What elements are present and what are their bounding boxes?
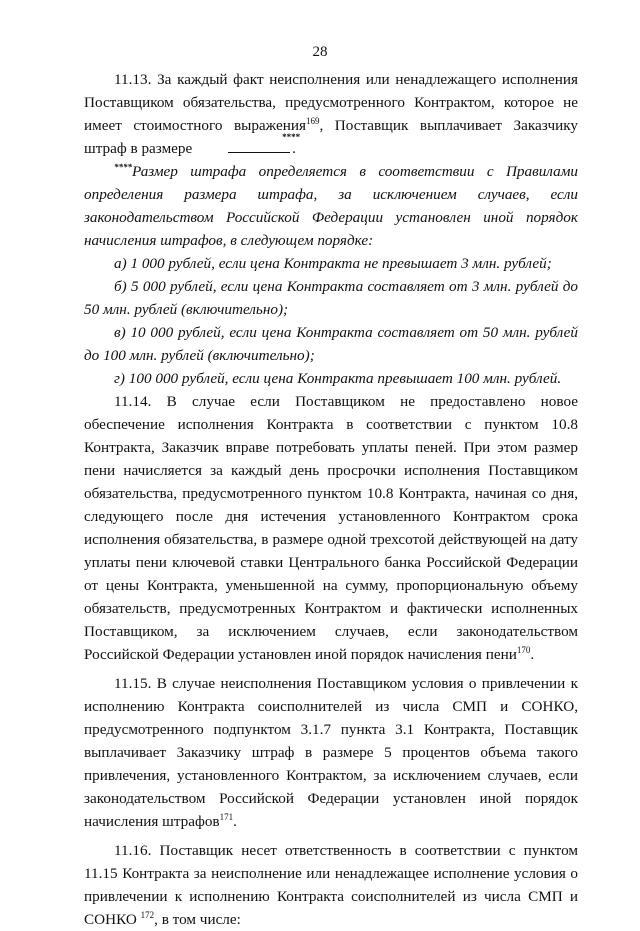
paragraph-11-16: 11.16. Поставщик несет ответственность в соответствии с пунктом 11.15 Контракта за неисполнение или ненадлежащее исполнение условия о привлечении к исполнению Контракта соисполнителей из числа СМП и СОНКО $^{172}$, в том числе:	[84, 842, 578, 928]
note-marker: ****	[282, 132, 301, 142]
document-body	[84, 68, 578, 931]
penalty-note: ****Размер штрафа определяется в соответствии с Правилами определения размера штрафа, за исключением случаев, если законодательством Российской Федерации установлен иной порядок начисления штрафов, в следующем порядке:	[84, 161, 578, 249]
note-marker-stars: ****	[114, 161, 132, 172]
penalty-note-item-d: г) 100 000 рублей, если цена Контракта превышает 100 млн. рублей.	[114, 370, 562, 387]
penalty-amount-blank	[196, 132, 301, 160]
footnote-ref-171: 171	[219, 811, 234, 822]
footnote-ref-172: 172	[140, 909, 155, 920]
paragraph-11-13: 11.13. За каждый факт неисполнения или ненадлежащего исполнения Поставщиком обязательства, предусмотренного Контрактом, которое не имеет стоимостного выражения$^{169}$, Поставщик выплачивает Заказчику штраф в размере **** .	[84, 68, 578, 160]
footnote-ref-169: 169	[305, 115, 320, 126]
penalty-note-item-c: в) 10 000 рублей, если цена Контракта составляет от 50 млн. рублей до 100 млн. рублей (включительно);	[84, 324, 578, 364]
penalty-note-item-b: б) 5 000 рублей, если цена Контракта составляет от 3 млн. рублей до 50 млн. рублей (включительно);	[84, 278, 578, 318]
penalty-note-item-a: а) 1 000 рублей, если цена Контракта не превышает 3 млн. рублей;	[114, 255, 552, 272]
paragraph-11-14: 11.14. В случае если Поставщиком не предоставлено новое обеспечение исполнения Контракта в соответствии с пунктом 10.8 Контракта, Заказчик вправе потребовать уплаты пеней. При этом размер пени начисляется за каждый день просрочки исполнения Поставщиком обязательства, предусмотренного пунктом 10.8 Контракта, начиная со дня, следующего после дня истечения установленного Контрактом срока исполнения обязательства, в размере одной трехсотой действующей на дату уплаты пени ключевой ставки Центрального банка Российской Федерации от цены Контракта, уменьшенной на сумму, пропорциональную объему обязательств, предусмотренных Контрактом и фактически исполненных Поставщиком, за исключением случаев, если законодательством Российской Федерации установлен иной порядок начисления пени$^{170}$.	[84, 393, 578, 663]
page-number: 28	[312, 44, 328, 60]
footnote-ref-170: 170	[516, 644, 531, 655]
paragraph-11-15: 11.15. В случае неисполнения Поставщиком условия о привлечении к исполнению Контракта соисполнителей из числа СМП и СОНКО, предусмотренного подпунктом 3.1.7 пункта 3.1 Контракта, Поставщик выплачивает Заказчику штраф в размере 5 процентов объема такого привлечения, установленного Контрактом, за исключением случаев, если законодательством Российской Федерации установлен иной порядок начисления штрафов$^{171}$.	[84, 675, 578, 830]
